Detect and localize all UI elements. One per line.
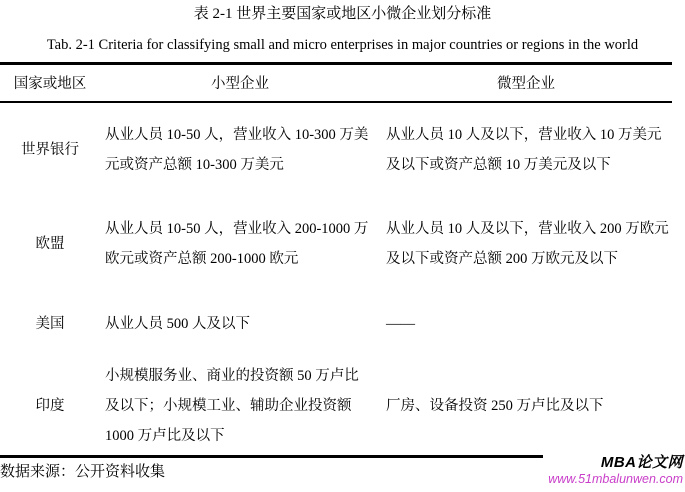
watermark-site-name: MBA论文网 xyxy=(600,454,683,471)
site-watermark xyxy=(543,455,683,486)
row-label-world-bank: 世界银行 xyxy=(21,141,79,158)
watermark-site-url: www.51mbalunwen.com xyxy=(548,471,683,486)
table-header-row xyxy=(0,64,672,102)
table-title-english: Tab. 2-1 Criteria for classifying small and micro enterprises in major countries or regions in the world xyxy=(46,37,639,53)
header-small-enterprise: 小型企业 xyxy=(211,76,269,93)
row-label-usa: 美国 xyxy=(35,316,65,332)
header-micro-enterprise: 微型企业 xyxy=(497,76,555,93)
cell-small-criteria: 小规模服务业、商业的投资额 50 万卢比及以下；小规模工业、辅助企业投资额 1000 万卢比及以下 xyxy=(105,367,359,444)
table-title-chinese: 表 2-1 世界主要国家或地区小微企业划分标准 xyxy=(193,6,492,22)
row-label-india: 印度 xyxy=(35,397,65,414)
cell-small-criteria: 从业人员 10-50 人，营业收入 10-300 万美元或资产总额 10-300 万美元 xyxy=(105,126,369,173)
table-row xyxy=(0,102,672,197)
cell-small-criteria: 从业人员 500 人及以下 xyxy=(105,316,250,332)
criteria-table xyxy=(0,62,672,458)
table-row xyxy=(0,357,672,457)
cell-small-criteria: 从业人员 10-50 人，营业收入 200-1000 万欧元或资产总额 200-1000 欧元 xyxy=(105,221,369,267)
header-region: 国家或地区 xyxy=(13,76,87,93)
cell-micro-criteria: 从业人员 10 人及以下，营业收入 200 万欧元及以下或资产总额 200 万欧元及以下 xyxy=(386,221,669,267)
table-row xyxy=(0,197,672,292)
cell-micro-criteria: —— xyxy=(386,316,415,332)
cell-micro-criteria: 厂房、设备投资 250 万卢比及以下 xyxy=(386,397,604,414)
table-row xyxy=(0,292,672,357)
row-label-eu: 欧盟 xyxy=(35,236,65,252)
data-source-note: 数据来源：公开资料收集 xyxy=(0,464,166,480)
cell-micro-criteria: 从业人员 10 人及以下，营业收入 10 万美元及以下或资产总额 10 万美元及以下 xyxy=(386,126,662,173)
